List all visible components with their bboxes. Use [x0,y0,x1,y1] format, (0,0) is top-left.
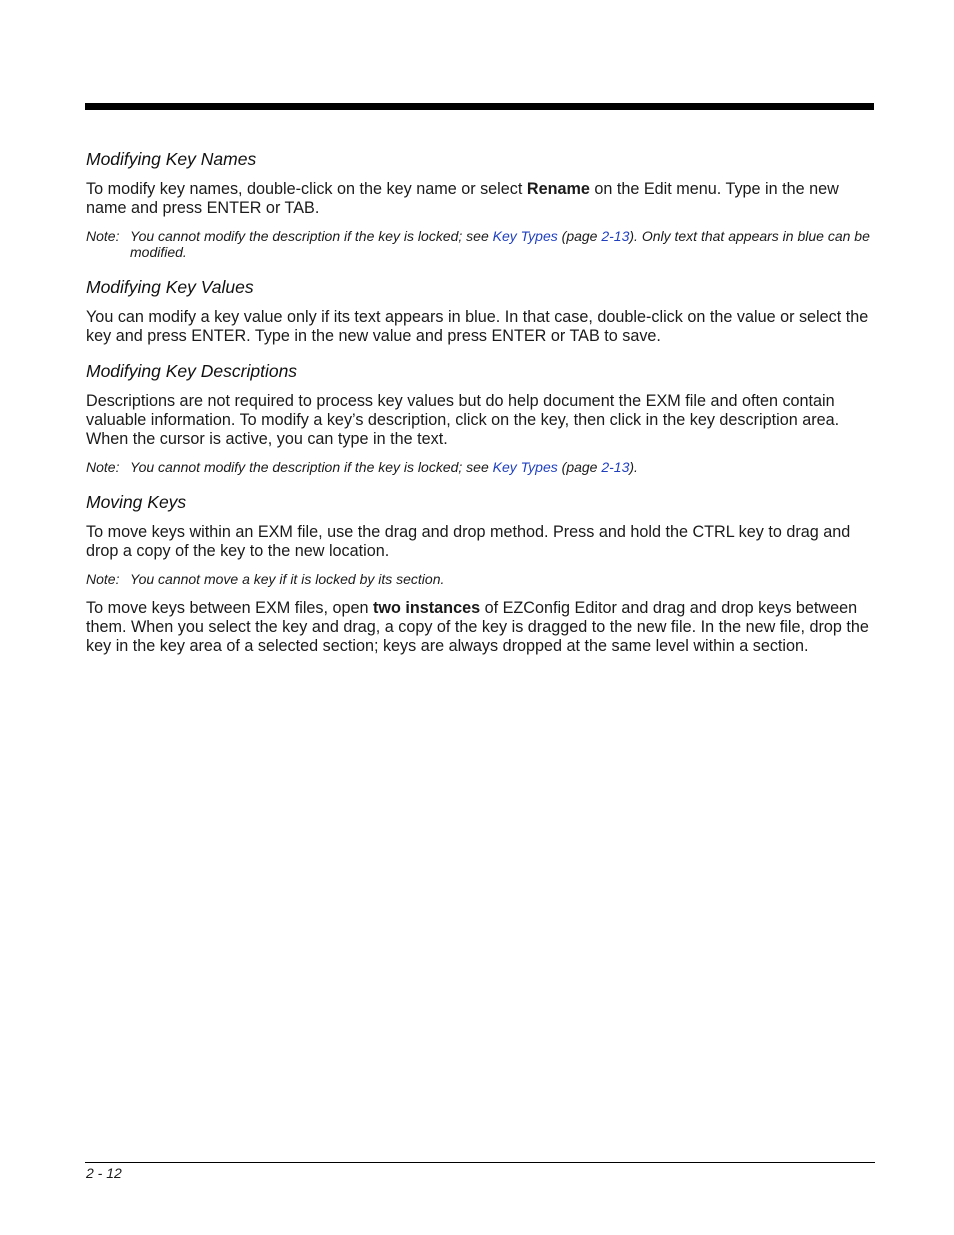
note-label: Note: [86,571,120,587]
heading-moving-keys: Moving Keys [86,492,187,512]
paragraph-key-values: You can modify a key value only if its text appears in blue. In that case, double-click on the value or select the key and press ENTER. Type in the new value and press ENTER or TAB to save. [86,308,869,345]
paragraph-key-descriptions: Descriptions are not required to process key values but do help document the EXM file and often contain valuable information. To modify a key’s description, click on the key, then click in the key description area. When the cursor is active, you can type in the text. [86,392,840,448]
note-key-names: Note: You cannot modify the description if the key is locked; see Key Types (page 2-13). Only text that appears in blue can be modified. [86,228,870,260]
heading-modifying-key-values: Modifying Key Values [86,277,254,297]
heading-modifying-key-names: Modifying Key Names [86,149,257,169]
note-key-descriptions: Note: You cannot modify the description if the key is locked; see Key Types (page 2-13). [86,459,638,475]
header-rule [85,103,874,110]
link-page-2-13[interactable]: 2-13 [601,459,630,475]
rename-term: Rename [526,180,590,198]
link-key-types[interactable]: Key Types [492,459,558,475]
note-label: Note: [86,459,120,475]
paragraph-key-names: To modify key names, double-click on the key name or select Rename on the Edit menu. Type in the new name and press ENTER or TAB. [86,180,839,217]
link-key-types[interactable]: Key Types [492,228,558,244]
note-label: Note: [86,228,120,244]
heading-modifying-key-descriptions: Modifying Key Descriptions [86,361,298,381]
paragraph-moving-between-files: To move keys between EXM files, open two instances of EZConfig Editor and drag and drop keys between them. When you select the key and drag, a copy of the key is dragged to the new file. In the new file, drop the key in the key area of a selected section; keys are always dropped at the same level within a section. [86,599,869,655]
two-instances-term: two instances [373,599,481,617]
footer-rule [85,1162,875,1163]
page-number: 2 - 12 [86,1165,122,1181]
note-moving-keys: Note: You cannot move a key if it is locked by its section. [86,571,445,587]
page-content [86,148,872,666]
link-page-2-13[interactable]: 2-13 [601,228,630,244]
paragraph-moving-keys: To move keys within an EXM file, use the drag and drop method. Press and hold the CTRL key to drag and drop a copy of the key to the new location. [86,523,851,560]
